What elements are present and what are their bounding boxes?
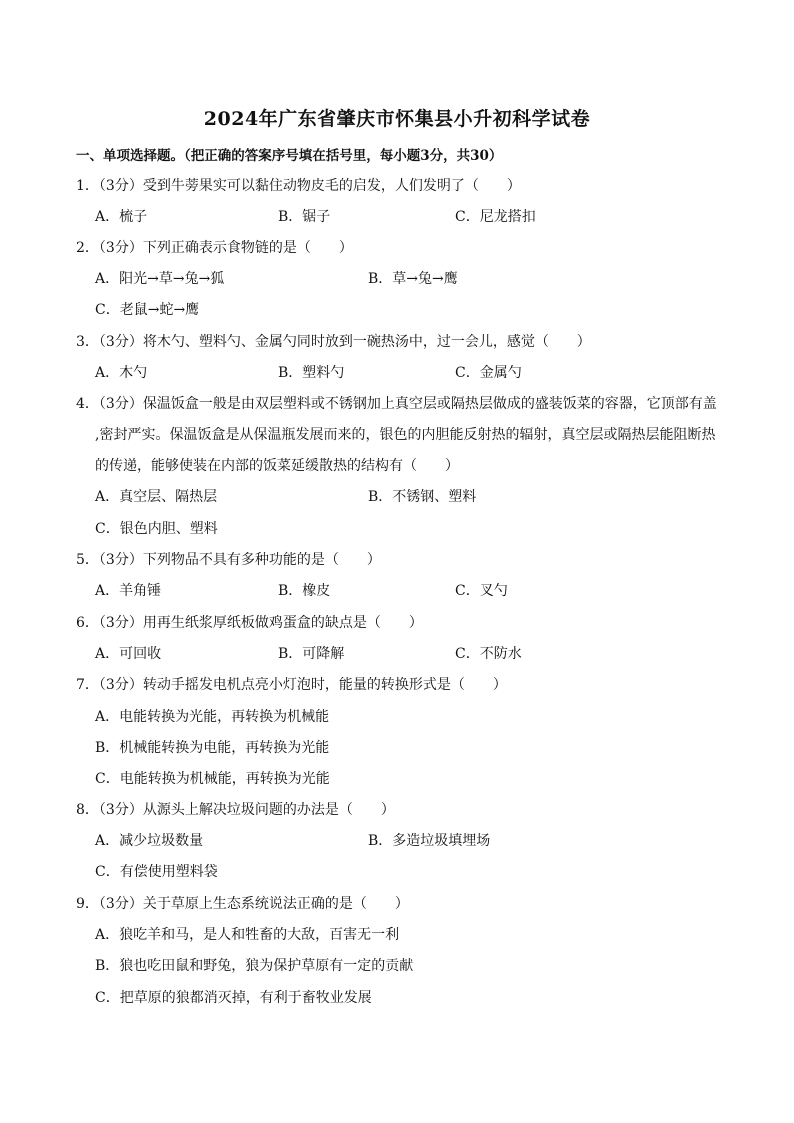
question-7-option-a: A．电能转换为光能，再转换为机械能 (95, 709, 330, 725)
question-3-option-c: C．金属勺 (455, 365, 522, 381)
question-6-stem: 6．（3分）用再生纸浆厚纸板做鸡蛋盒的缺点是（ ） (76, 615, 423, 631)
question-8-option-c: C．有偿使用塑料袋 (95, 864, 218, 880)
question-1-option-c: C．尼龙搭扣 (455, 209, 536, 225)
section-heading: 一、单项选择题。（把正确的答案序号填在括号里，每小题3分，共30） (76, 148, 503, 164)
question-9-option-a: A．狼吃羊和马，是人和牲畜的大敌，百害无一利 (95, 927, 400, 943)
question-3-option-a: A．木勺 (95, 365, 148, 381)
question-4-stem-line-3: 的传递，能够使装在内部的饭菜延缓散热的结构有（ ） (95, 458, 459, 474)
question-3-stem: 3．（3分）将木勺、塑料勺、金属勺同时放到一碗热汤中，过一会儿，感觉（ ） (76, 334, 591, 350)
question-4-option-a: A．真空层、隔热层 (95, 489, 218, 505)
question-5-option-a: A．羊角锤 (95, 583, 162, 599)
question-6-option-b: B．可降解 (278, 646, 345, 662)
question-8-stem: 8．（3分）从源头上解决垃圾问题的办法是（ ） (76, 802, 395, 818)
question-5-stem: 5．（3分）下列物品不具有多种功能的是（ ） (76, 552, 381, 568)
question-7-option-b: B．机械能转换为电能，再转换为光能 (95, 740, 330, 756)
question-7-option-c: C．电能转换为机械能，再转换为光能 (95, 771, 330, 787)
exam-title: 2024年广东省肇庆市怀集县小升初科学试卷 (203, 108, 591, 130)
question-4-stem: 4．（3分）保温饭盒一般是由双层塑料或不锈钢加上真空层或隔热层做成的盛装饭菜的容器，它顶部有盖 (76, 396, 717, 412)
question-8-option-a: A．减少垃圾数量 (95, 833, 204, 849)
question-4-stem-line-2: ,密封严实。保温饭盒是从保温瓶发展而来的，银色的内胆能反射热的辐射，真空层或隔热层能阻断热 (95, 427, 716, 443)
question-6-option-c: C．不防水 (455, 646, 522, 662)
question-9-option-b: B．狼也吃田鼠和野兔，狼为保护草原有一定的贡献 (95, 958, 414, 974)
question-2-stem: 2．（3分）下列正确表示食物链的是（ ） (76, 240, 353, 256)
question-5-option-c: C．叉勺 (455, 583, 508, 599)
question-4-option-b: B．不锈钢、塑料 (368, 489, 477, 505)
question-6-option-a: A．可回收 (95, 646, 162, 662)
question-4-option-c: C．银色内胆、塑料 (95, 521, 218, 537)
question-5-option-b: B．橡皮 (278, 583, 331, 599)
question-9-option-c: C．把草原的狼都消灭掉，有利于畜牧业发展 (95, 990, 372, 1006)
question-2-option-c: C．老鼠→蛇→鹰 (95, 302, 200, 318)
question-7-stem: 7．（3分）转动手摇发电机点亮小灯泡时，能量的转换形式是（ ） (76, 677, 507, 693)
question-8-option-b: B．多造垃圾填埋场 (368, 833, 491, 849)
question-1-option-a: A．梳子 (95, 209, 148, 225)
question-1-option-b: B．锯子 (278, 209, 331, 225)
question-1-stem: 1．（3分）受到牛蒡果实可以黏住动物皮毛的启发，人们发明了（ ） (76, 178, 521, 194)
question-9-stem: 9．（3分）关于草原上生态系统说法正确的是（ ） (76, 896, 409, 912)
question-2-option-a: A．阳光→草→兔→狐 (95, 271, 225, 287)
question-3-option-b: B．塑料勺 (278, 365, 345, 381)
question-2-option-b: B．草→兔→鹰 (368, 271, 458, 287)
